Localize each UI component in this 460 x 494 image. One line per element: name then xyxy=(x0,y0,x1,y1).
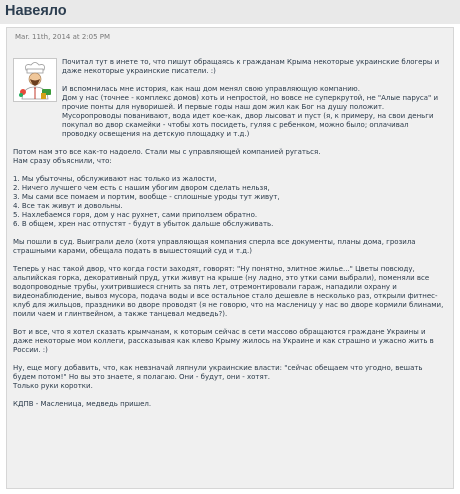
post-caption: КДПВ - Масленица, медведь пришел. xyxy=(13,400,152,408)
post-text xyxy=(13,58,445,409)
post-paragraph: Нам сразу объяснили, что: xyxy=(13,157,112,165)
post-paragraph: И вспомнилась мне история, как наш дом менял свою управляющую компанию. xyxy=(62,85,360,93)
post-paragraph: Дом у нас (точнее - комплекс домов) хоть и непростой, но вовсе не суперкрутой, не "Алые паруса" и прочие понты для нуворишей. И первые годы наш дом жил как Бог на душу положит. Мусоропроводы пованивают, вода идет кое-как, двор лысоват и пуст (я, к примеру, на свои деньги покупал во двор скамейки - чтобы хоть посидеть, гуляя с ребенком, можно было; оплачивал проводку освещения на детскую площадку и т.д.) xyxy=(62,94,439,138)
list-item: 1. Мы убыточны, обслуживают нас только из жалости, xyxy=(13,175,217,183)
post-date: Mar. 11th, 2014 at 2:05 PM xyxy=(15,33,111,41)
list-item: 2. Ничего лучшего чем есть с нашим убогим двором сделать нельзя, xyxy=(13,184,270,192)
post-paragraph: Только руки коротки. xyxy=(13,382,93,390)
post-paragraph: Ну, еще могу добавить, что, как невзначай ляпнули украинские власти: "сейчас обещаем что угодно, вешать будем потом!" Но вы это знаете, я полагаю. Они - будут, они - хотят. xyxy=(13,364,423,381)
list-item: 6. В общем, хрен нас отпустят - будут в убыток дальше обслуживать. xyxy=(13,220,274,228)
post-paragraph: Потом нам это все как-то надоело. Стали мы с управляющей компанией ругаться. xyxy=(13,148,321,156)
post-paragraph: Вот и все, что я хотел сказать крымчанам, к которым сейчас в сети массово обращаются граждане Украины и даже некоторые мои коллеги, рассказывая как клево Крыму жилось на Украине и как страшно и ужасно жить в России. :) xyxy=(13,328,434,354)
post-paragraph: Почитал тут в инете то, что пишут обращаясь к гражданам Крыма некоторые украинские блогеры и даже некоторые украинские писатели. :) xyxy=(62,58,440,75)
list-item: 3. Мы сами все помаем и портим, вообще - сплошные уроды тут живут, xyxy=(13,193,280,201)
list-item: 5. Нахлебаемся горя, дом у нас рухнет, сами приползем обратно. xyxy=(13,211,258,219)
post-paragraph: Мы пошли в суд. Выиграли дело (хотя управляющая компания сперла все документы, планы дома, грозила страшными карами, обещала подать в вышестоящий суд и т.д.) xyxy=(13,238,416,255)
post-body xyxy=(6,27,454,489)
title-bar xyxy=(0,0,460,24)
post-paragraph: Теперь у нас такой двор, что когда гости заходят, говорят: "Ну понятно, элитное жилье..." Цветы повсюду, альпийская горка, декоративный пруд, утки живут на крыше (ну ладно, это утки сами выбрали), поменяли все водопроводные трубы, ухитрившиеся сгнить за пять лет, отремонтировали гараж, нападили охрану и видеонаблюдение, вывоз мусора, подача воды и все остальное стало дешевле в несколько раз, открыли фитнес-клуб для жильцов, праздники во дворе проводят (я не говорю, что на масленицу у нас во дворе кормили блинами, поили чаем и глинтвейном, а также танцевал медведь?). xyxy=(13,265,444,318)
entry-title: Навеяло xyxy=(5,3,67,19)
list-item: 4. Все так живут и довольны. xyxy=(13,202,123,210)
